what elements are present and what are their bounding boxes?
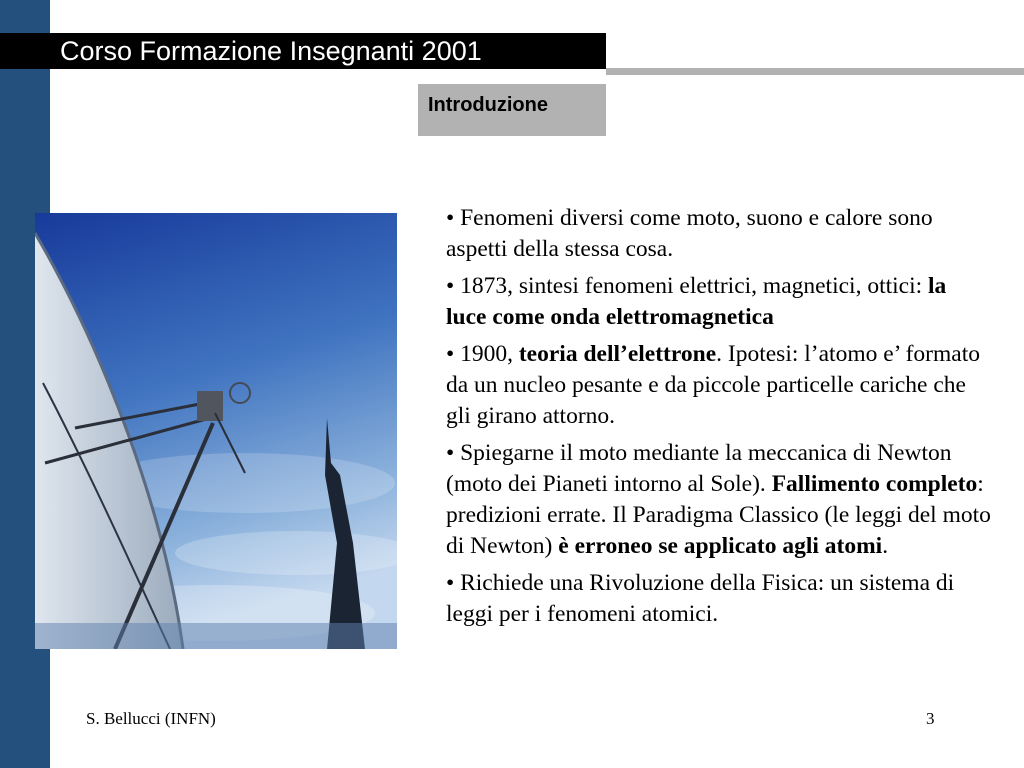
- footer-author: S. Bellucci (INFN): [86, 709, 216, 728]
- bullet-bold-text: la luce come onda elettromagnetica: [446, 273, 947, 330]
- bullet-text: .: [882, 533, 889, 559]
- bullet-text: • 1873, sintesi fenomeni elettrici, magnetici, ottici:: [446, 273, 929, 299]
- bullet-item: [446, 438, 991, 562]
- bullet-text: • 1900,: [446, 341, 519, 367]
- bullet-text: . Ipotesi: l’atomo e’ formato da un nucleo pesante e da piccole particelle cariche che gli girano attorno.: [446, 341, 980, 429]
- bullet-text: • Fenomeni diversi come moto, suono e calore sono aspetti della stessa cosa.: [446, 205, 933, 262]
- bullet-item: [446, 568, 991, 630]
- bullet-text: • Richiede una Rivoluzione della Fisica: un sistema di leggi per i fenomeni atomici.: [446, 570, 955, 627]
- bullet-bold-text: teoria dell’elettrone: [518, 341, 717, 367]
- section-box: [418, 84, 606, 136]
- slide-title: Corso Formazione Insegnanti 2001: [60, 36, 482, 66]
- bullet-item: [446, 203, 991, 265]
- bullet-text: : predizioni errate. Il Paradigma Classico (le leggi del moto di Newton): [446, 471, 991, 559]
- header-divider: [606, 68, 1024, 75]
- page-number: 3: [926, 709, 935, 728]
- bullet-list: [446, 203, 991, 636]
- bullet-text: • Spiegarne il moto mediante la meccanica di Newton (moto dei Pianeti intorno al Sole).: [446, 440, 952, 497]
- bullet-bold-text: è erroneo se applicato agli atomi: [558, 533, 883, 559]
- satellite-dish-photo: [35, 213, 397, 649]
- bullet-bold-text: Fallimento completo: [771, 471, 978, 497]
- bullet-item: [446, 271, 991, 333]
- section-label: Introduzione: [428, 94, 548, 116]
- bullet-item: [446, 339, 991, 432]
